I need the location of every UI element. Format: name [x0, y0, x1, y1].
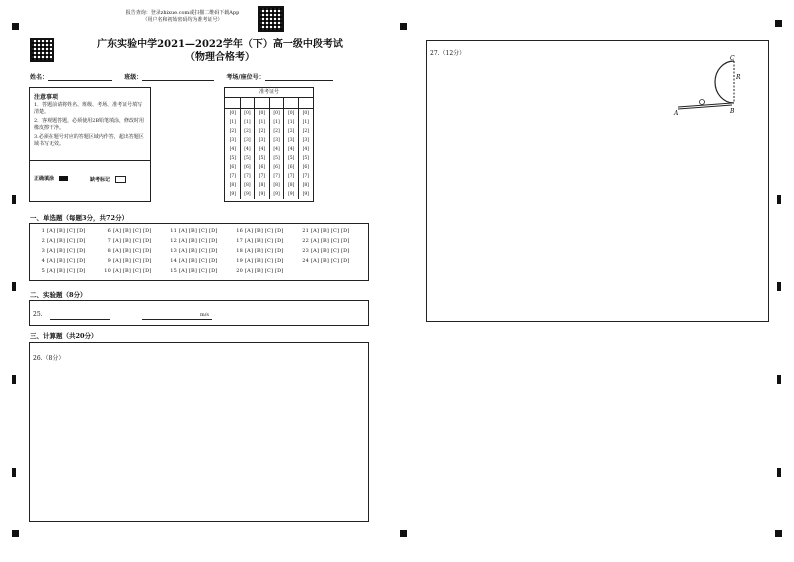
timing-mark: [12, 282, 16, 291]
mcq-number: 7: [107, 238, 111, 244]
mcq-options[interactable]: [A] [B] [C] [D]: [179, 268, 218, 274]
admission-digit-bubble[interactable]: [9]: [258, 192, 266, 197]
mcq-number: 13: [170, 248, 177, 254]
admission-digit-bubble[interactable]: [0]: [229, 111, 236, 116]
mcq-options[interactable]: [A] [B] [C] [D]: [311, 258, 350, 264]
qr-code-icon: [30, 38, 54, 62]
admission-digit-column: [284, 109, 299, 199]
track-diagram: [672, 55, 782, 125]
admission-digit-column: [270, 109, 285, 199]
timing-mark: [777, 282, 781, 291]
student-info: 姓名： 班级： 考场/座位号：: [30, 72, 360, 81]
admission-digit-bubble[interactable]: [6]: [244, 165, 251, 170]
admission-digit-bubble[interactable]: [8]: [229, 183, 236, 188]
admission-digit-bubble[interactable]: [7]: [302, 174, 309, 179]
track-line: [678, 105, 732, 109]
mcq-options[interactable]: [A] [B] [C] [D]: [245, 268, 284, 274]
q27-box[interactable]: [426, 40, 769, 322]
absent-mark-label: 缺考标记: [90, 176, 126, 184]
notice-item: 3.必须在题号对应的答题区域内作答，超出答题区域书写无效。: [34, 134, 144, 147]
admission-digit-bubble[interactable]: [3]: [258, 138, 266, 143]
page-title: 广东实验中学2021—2022学年（下）高一级中段考试 （物理合格考）: [97, 39, 343, 63]
mcq-options[interactable]: [A] [B] [C] [D]: [245, 238, 284, 244]
mcq-question[interactable]: [36, 258, 86, 264]
mcq-options[interactable]: [A] [B] [C] [D]: [47, 228, 86, 234]
mcq-number: 14: [170, 258, 177, 264]
mcq-question[interactable]: [234, 228, 284, 234]
admission-digit-bubble[interactable]: [9]: [302, 192, 309, 197]
admission-digit-bubble[interactable]: [0]: [288, 111, 295, 116]
admission-digit-bubble[interactable]: [1]: [288, 120, 295, 125]
qr-code-icon: [258, 6, 284, 32]
q25-label: 25.: [33, 311, 43, 318]
mcq-options[interactable]: [A] [B] [C] [D]: [179, 238, 218, 244]
class-field[interactable]: [142, 73, 214, 81]
mcq-box: [29, 223, 369, 281]
admission-digit-bubble[interactable]: [4]: [229, 147, 236, 152]
mcq-number: 18: [236, 248, 243, 254]
name-field[interactable]: [48, 73, 112, 81]
mcq-question[interactable]: [102, 258, 152, 264]
admission-digit-bubble[interactable]: [8]: [302, 183, 309, 188]
q26-box[interactable]: [29, 342, 369, 522]
mcq-question[interactable]: [102, 268, 152, 274]
admission-digit-bubble[interactable]: [3]: [229, 138, 236, 143]
mcq-number: 19: [236, 258, 243, 264]
section2-title: 二、实验题（8分）: [30, 291, 87, 299]
mcq-question[interactable]: [234, 258, 284, 264]
timing-mark: [777, 468, 781, 477]
admission-digit-bubble[interactable]: [9]: [229, 192, 236, 197]
admission-digit-bubble[interactable]: [0]: [273, 111, 280, 116]
mcq-question[interactable]: [36, 268, 86, 274]
admission-digit-bubble[interactable]: [1]: [302, 120, 309, 125]
mcq-options[interactable]: [A] [B] [C] [D]: [113, 268, 152, 274]
mcq-number: 8: [107, 248, 111, 254]
mcq-options[interactable]: [A] [B] [C] [D]: [113, 228, 152, 234]
mcq-number: 11: [170, 228, 177, 234]
admission-digit-bubble[interactable]: [4]: [288, 147, 295, 152]
mcq-options[interactable]: [A] [B] [C] [D]: [113, 248, 152, 254]
mcq-options[interactable]: [A] [B] [C] [D]: [47, 258, 86, 264]
mcq-question[interactable]: [300, 248, 350, 254]
mcq-options[interactable]: [A] [B] [C] [D]: [113, 238, 152, 244]
admission-digit-bubble[interactable]: [2]: [288, 129, 295, 134]
admission-digit-bubble[interactable]: [0]: [244, 111, 251, 116]
mcq-number: 9: [107, 258, 111, 264]
mcq-number: 24: [302, 258, 309, 264]
mcq-question[interactable]: [36, 238, 86, 244]
mcq-question[interactable]: [102, 238, 152, 244]
section1-title: 一、单选题（每题3分，共72分）: [30, 214, 129, 222]
admission-digit-bubble[interactable]: [0]: [302, 111, 309, 116]
mcq-question[interactable]: [102, 228, 152, 234]
mcq-number: 5: [41, 268, 45, 274]
admission-digit-bubble[interactable]: [6]: [229, 165, 236, 170]
mcq-question[interactable]: [168, 258, 218, 264]
label-R: R: [736, 74, 741, 81]
admission-digit-bubble[interactable]: [2]: [258, 129, 266, 134]
q27-label: 27.（12分）: [430, 50, 466, 57]
mcq-question[interactable]: [168, 228, 218, 234]
mcq-question[interactable]: [168, 238, 218, 244]
admission-digit-bubble[interactable]: [9]: [273, 192, 280, 197]
mcq-options[interactable]: [A] [B] [C] [D]: [245, 248, 284, 254]
admission-digit-bubble[interactable]: [4]: [258, 147, 266, 152]
admission-digit-bubble[interactable]: [5]: [258, 156, 266, 161]
mcq-options[interactable]: [A] [B] [C] [D]: [311, 248, 350, 254]
q26-label: 26.（8分）: [33, 355, 65, 362]
admission-digit-bubble[interactable]: [8]: [288, 183, 295, 188]
admission-digit-column: [255, 109, 270, 199]
grid-divider: [254, 98, 255, 109]
mcq-options[interactable]: [A] [B] [C] [D]: [47, 238, 86, 244]
admission-digit-bubble[interactable]: [7]: [229, 174, 236, 179]
mcq-options[interactable]: [A] [B] [C] [D]: [245, 228, 284, 234]
mcq-question[interactable]: [300, 238, 350, 244]
mcq-question[interactable]: [102, 248, 152, 254]
mcq-options[interactable]: [A] [B] [C] [D]: [245, 258, 284, 264]
admission-digit-bubble[interactable]: [0]: [258, 111, 266, 116]
mcq-number: 6: [107, 228, 111, 234]
admission-digit-bubble[interactable]: [1]: [273, 120, 280, 125]
timing-mark: [12, 468, 16, 477]
grid-divider: [240, 98, 241, 109]
grid-divider: [269, 98, 270, 109]
admission-digit-bubble[interactable]: [6]: [288, 165, 295, 170]
mcq-number: 1: [41, 228, 45, 234]
mcq-question[interactable]: [168, 268, 218, 274]
mcq-number: 15: [170, 268, 177, 274]
admission-digit-bubble[interactable]: [3]: [302, 138, 309, 143]
admission-digit-bubble[interactable]: [7]: [258, 174, 266, 179]
admission-digit-bubble[interactable]: [7]: [244, 174, 251, 179]
admission-digit-column: [299, 109, 313, 199]
mcq-question[interactable]: [234, 248, 284, 254]
unit-label: m/s: [200, 312, 209, 318]
mcq-options[interactable]: [A] [B] [C] [D]: [179, 258, 218, 264]
admission-digit-bubble[interactable]: [5]: [244, 156, 251, 161]
admission-digit-bubble[interactable]: [6]: [302, 165, 309, 170]
mcq-options[interactable]: [A] [B] [C] [D]: [113, 258, 152, 264]
admission-title: 准考证号: [225, 88, 313, 98]
mcq-options[interactable]: [A] [B] [C] [D]: [179, 248, 218, 254]
mcq-number: 2: [41, 238, 45, 244]
section3-title: 三、计算题（共20分）: [30, 332, 98, 340]
timing-mark: [777, 195, 781, 204]
admission-digit-bubble[interactable]: [3]: [244, 138, 251, 143]
admission-digit-bubble[interactable]: [6]: [273, 165, 280, 170]
admission-digit-bubble[interactable]: [5]: [273, 156, 280, 161]
mcq-options[interactable]: [A] [B] [C] [D]: [47, 268, 86, 274]
mcq-number: 23: [302, 248, 309, 254]
grid-divider: [298, 98, 299, 109]
correct-fill-label: 正确填涂: [34, 176, 68, 183]
incline-line: [678, 103, 732, 107]
mcq-number: 10: [104, 268, 111, 274]
q25-box: [29, 300, 369, 326]
mcq-number: 16: [236, 228, 243, 234]
notice-title: 注意事项: [34, 94, 59, 101]
timing-mark: [777, 375, 781, 384]
notice-item: 2．客观题答题，必须使用2B铅笔填涂，修改时用橡皮擦干净。: [34, 118, 145, 131]
admission-digit-bubble[interactable]: [5]: [229, 156, 236, 161]
admission-digit-bubble[interactable]: [5]: [288, 156, 295, 161]
admission-digit-bubble[interactable]: [2]: [229, 129, 236, 134]
mcq-options[interactable]: [A] [B] [C] [D]: [179, 228, 218, 234]
admission-digit-bubble[interactable]: [3]: [273, 138, 280, 143]
admission-digit-bubble[interactable]: [1]: [258, 120, 266, 125]
mcq-question[interactable]: [234, 268, 284, 274]
q25-answer-1[interactable]: [50, 319, 110, 320]
mcq-number: 21: [302, 228, 309, 234]
filled-sample-icon: [59, 176, 68, 181]
mcq-question[interactable]: [234, 238, 284, 244]
label-C: C: [730, 55, 735, 62]
admission-digit-bubble[interactable]: [8]: [244, 183, 251, 188]
mcq-question[interactable]: [36, 228, 86, 234]
registration-mark: [12, 23, 19, 30]
admission-number-grid: [224, 87, 314, 202]
mcq-number: 20: [236, 268, 243, 274]
mcq-question[interactable]: [300, 228, 350, 234]
mcq-number: 4: [41, 258, 45, 264]
mcq-options[interactable]: [A] [B] [C] [D]: [47, 248, 86, 254]
label-A: A: [674, 110, 679, 117]
registration-mark: [775, 20, 782, 27]
label-B: B: [730, 108, 735, 115]
mcq-number: 17: [236, 238, 243, 244]
registration-mark: [400, 530, 407, 537]
mcq-options[interactable]: [A] [B] [C] [D]: [311, 228, 350, 234]
q25-answer-2[interactable]: [142, 319, 212, 320]
semicircle-track: [715, 61, 734, 103]
registration-mark: [12, 530, 19, 537]
mcq-number: 12: [170, 238, 177, 244]
mcq-number: 3: [41, 248, 45, 254]
admission-digit-column: [226, 109, 241, 199]
registration-mark: [775, 530, 782, 537]
admission-digit-bubble[interactable]: [8]: [258, 183, 266, 188]
timing-mark: [12, 375, 16, 384]
admission-digit-bubble[interactable]: [8]: [273, 183, 280, 188]
admission-digit-bubble[interactable]: [4]: [302, 147, 309, 152]
admission-digit-bubble[interactable]: [2]: [273, 129, 280, 134]
mcq-question[interactable]: [36, 248, 86, 254]
room-seat-field[interactable]: [265, 73, 333, 81]
admission-digit-bubble[interactable]: [2]: [244, 129, 251, 134]
admission-digit-bubble[interactable]: [7]: [288, 174, 295, 179]
admission-digit-bubble[interactable]: [7]: [273, 174, 280, 179]
header-note: 报告查询：登录zhixue.com或扫描二维码下载App （用户名和初始密码均为准考证号）: [125, 10, 240, 23]
admission-digit-bubble[interactable]: [4]: [244, 147, 251, 152]
admission-digit-column: [241, 109, 256, 199]
notice-box: [29, 87, 151, 202]
admission-digit-bubble[interactable]: [1]: [244, 120, 251, 125]
admission-digit-bubble[interactable]: [9]: [244, 192, 251, 197]
admission-digit-bubble[interactable]: [1]: [229, 120, 236, 125]
mcq-options[interactable]: [A] [B] [C] [D]: [311, 238, 350, 244]
admission-digit-bubble[interactable]: [4]: [273, 147, 280, 152]
mcq-question[interactable]: [168, 248, 218, 254]
admission-digit-bubble[interactable]: [9]: [288, 192, 295, 197]
absent-checkbox[interactable]: [115, 176, 126, 183]
timing-mark: [12, 195, 16, 204]
mcq-question[interactable]: [300, 258, 350, 264]
ball-icon: [700, 100, 705, 105]
mcq-number: 22: [302, 238, 309, 244]
admission-digit-bubble[interactable]: [5]: [302, 156, 309, 161]
admission-digit-bubble[interactable]: [3]: [288, 138, 295, 143]
admission-digit-bubble[interactable]: [2]: [302, 129, 309, 134]
notice-item: 1．答题前请将姓名、班级、考场、准考证号填写清楚。: [34, 102, 143, 115]
grid-divider: [283, 98, 284, 109]
registration-mark: [400, 23, 407, 30]
admission-digit-bubble[interactable]: [6]: [258, 165, 266, 170]
